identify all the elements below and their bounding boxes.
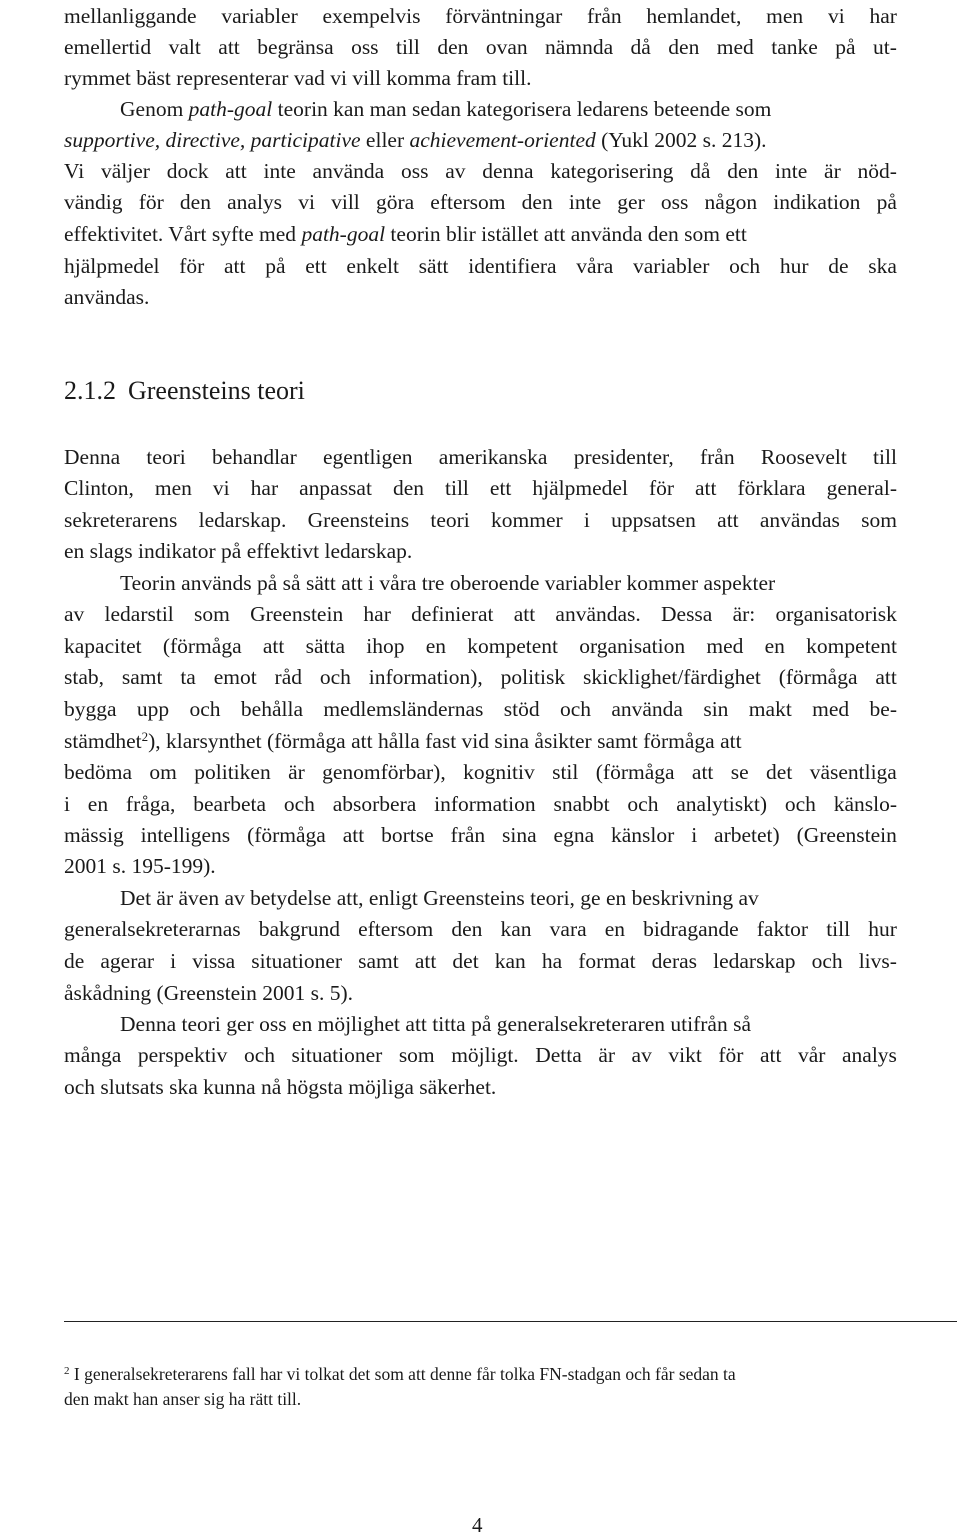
word: att <box>691 760 714 784</box>
text-line <box>64 504 897 536</box>
word: analytiskt) <box>676 792 768 816</box>
word: se <box>730 760 749 784</box>
text: en slags indikator på effektivt ledarskap. <box>64 539 413 563</box>
word: det <box>452 949 479 973</box>
word: sina <box>502 823 537 847</box>
word: och <box>243 1043 275 1067</box>
word: den <box>451 917 483 941</box>
text-line <box>64 441 897 473</box>
word: hjälpmedel <box>532 476 628 500</box>
word: råd <box>274 665 302 689</box>
word: sekreterarens <box>64 508 178 532</box>
word: vissa <box>192 949 236 973</box>
word: (förmåga <box>162 634 242 658</box>
text-line <box>120 1008 751 1040</box>
word: nämnda <box>545 35 614 59</box>
word: till <box>873 445 897 469</box>
word: förklara <box>737 476 806 500</box>
word: oss <box>400 159 429 183</box>
word: (förmåga <box>595 760 675 784</box>
word: på <box>835 35 856 59</box>
word: kognitiv <box>463 760 535 784</box>
word: och <box>189 697 221 721</box>
word: bedöma <box>64 760 133 784</box>
word: en <box>87 792 109 816</box>
text-line <box>64 1039 897 1071</box>
word: genomförbar), <box>322 760 446 784</box>
section-number: 2.1.2 <box>64 376 116 405</box>
word: att <box>759 1043 782 1067</box>
word: politiken <box>194 760 271 784</box>
word: presidenter, <box>573 445 674 469</box>
word: kan <box>500 917 532 941</box>
word: eftersom <box>358 917 434 941</box>
word: livs- <box>858 949 897 973</box>
word: behålla <box>240 697 303 721</box>
footnote-line <box>64 1386 301 1412</box>
word: våra <box>576 254 614 278</box>
word: indikation <box>773 190 861 214</box>
word: det <box>766 760 793 784</box>
text-line <box>64 913 897 945</box>
word: då <box>630 35 651 59</box>
text: Det är även av betydelse att, enligt Greensteins teori, ge en beskrivning av <box>120 886 759 910</box>
word: att <box>218 35 240 59</box>
word: bortse <box>381 823 434 847</box>
word: vara <box>549 917 587 941</box>
word: kan <box>494 949 526 973</box>
text-line <box>120 567 775 599</box>
word: kategorisering <box>550 159 674 183</box>
word: Greenstein <box>250 602 344 626</box>
word: definierat <box>411 602 494 626</box>
word: Roosevelt <box>760 445 847 469</box>
text-line <box>64 598 897 630</box>
word: att <box>224 254 246 278</box>
text-line <box>64 725 742 757</box>
word: egna <box>553 823 595 847</box>
footnote-text: I generalsekreterarens fall har vi tolkat det som att denne får tolka FN-stadgan och får sedan ta <box>69 1364 736 1384</box>
word: kompetent <box>467 634 558 658</box>
word: oss <box>351 35 379 59</box>
text: eller <box>360 128 410 152</box>
word: och <box>784 792 816 816</box>
text: och slutsats ska kunna nå högsta möjliga säkerhet. <box>64 1075 497 1099</box>
word: valt <box>168 35 201 59</box>
text-line <box>64 788 897 820</box>
word: sin <box>703 697 729 721</box>
word: general- <box>826 476 897 500</box>
emphasis: supportive, directive, participative <box>64 128 361 152</box>
word: känslor <box>611 823 675 847</box>
word: den <box>521 190 553 214</box>
text: åskådning (Greenstein 2001 s. 5). <box>64 981 353 1005</box>
text-line <box>64 124 767 156</box>
word: den <box>437 35 469 59</box>
word: göra <box>375 190 415 214</box>
text-line <box>64 756 897 788</box>
word: för <box>718 1043 744 1067</box>
word: förväntningar <box>445 4 563 28</box>
word: av <box>631 1043 652 1067</box>
word: uppsatsen <box>611 508 696 532</box>
word: den <box>179 190 211 214</box>
word: Vi <box>64 159 85 183</box>
word: stil <box>552 760 579 784</box>
word: av <box>64 602 85 626</box>
text-line <box>120 882 759 914</box>
word: för <box>648 476 675 500</box>
text: Genom <box>120 97 189 121</box>
word: att <box>513 602 536 626</box>
word: generalsekreterarnas <box>64 917 241 941</box>
text: Teorin används på så sätt att i våra tre oberoende variabler kommer aspekter <box>120 571 776 595</box>
word: med <box>716 35 754 59</box>
word: väsentliga <box>809 760 897 784</box>
word: är <box>288 760 305 784</box>
word: format <box>578 949 636 973</box>
word: de <box>828 254 849 278</box>
footnote-line <box>64 1361 736 1387</box>
word: vi <box>298 190 315 214</box>
word: använda <box>611 697 683 721</box>
word: som <box>398 1043 435 1067</box>
word: ett <box>305 254 327 278</box>
text-line <box>64 472 897 504</box>
word: bakgrund <box>258 917 340 941</box>
section-title: Greensteins teori <box>128 376 305 405</box>
word: vändig <box>64 190 123 214</box>
word: exempelvis <box>322 4 421 28</box>
word: vikt <box>668 1043 702 1067</box>
word: ha <box>541 949 563 973</box>
word: inte <box>263 159 296 183</box>
word: den <box>668 35 700 59</box>
word: analys <box>841 1043 897 1067</box>
footnote-marker: 2 <box>64 1365 70 1377</box>
word: de <box>64 949 85 973</box>
text-line <box>64 281 149 313</box>
word: ledarstil <box>104 602 174 626</box>
word: analys <box>227 190 283 214</box>
text-line <box>120 93 771 125</box>
word: information), <box>368 665 483 689</box>
word: kompetent <box>806 634 897 658</box>
word: (Greenstein <box>796 823 897 847</box>
word: för <box>138 190 164 214</box>
word: situationer <box>291 1043 383 1067</box>
word: någon <box>704 190 758 214</box>
word: teori <box>146 445 186 469</box>
word: och <box>319 665 351 689</box>
word: en <box>425 634 446 658</box>
word: emellertid <box>64 35 152 59</box>
word: på <box>265 254 286 278</box>
word: ger <box>617 190 645 214</box>
word: deras <box>651 949 698 973</box>
word: ska <box>868 254 897 278</box>
word: att <box>262 634 285 658</box>
word: organisation <box>579 634 686 658</box>
word: inte <box>775 159 808 183</box>
word: använda <box>312 159 385 183</box>
emphasis: achievement-oriented <box>409 128 596 152</box>
page-number: 4 <box>472 1513 483 1537</box>
word: situationer <box>251 949 343 973</box>
word: som <box>861 508 897 532</box>
word: (förmåga <box>778 665 858 689</box>
word: vill <box>331 190 360 214</box>
word: ut- <box>872 35 897 59</box>
word: teori <box>430 508 470 532</box>
word: men <box>766 4 804 28</box>
word: att <box>875 665 897 689</box>
word: att <box>225 159 247 183</box>
word: att <box>342 823 365 847</box>
word: från <box>587 4 622 28</box>
word: intelligens <box>140 823 231 847</box>
word: stöd <box>503 697 540 721</box>
word: att <box>717 508 739 532</box>
text: teorin blir istället att använda den som ett <box>385 222 747 246</box>
word: vi <box>827 4 845 28</box>
word: perspektiv <box>137 1043 228 1067</box>
word: av <box>445 159 466 183</box>
word: variabler <box>221 4 298 28</box>
word: i <box>64 792 70 816</box>
text-line <box>64 1071 496 1103</box>
text: effektivitet. Vårt syfte med <box>64 222 302 246</box>
word: användas. <box>555 602 641 626</box>
word: är: <box>732 602 756 626</box>
word: absorbera <box>332 792 417 816</box>
word: har <box>869 4 897 28</box>
word: variabler <box>632 254 710 278</box>
word: ledarskap <box>713 949 796 973</box>
word: ett <box>489 476 512 500</box>
footnote-separator <box>64 1321 957 1322</box>
text-line <box>64 977 353 1009</box>
word: ovan <box>485 35 528 59</box>
word: i <box>691 823 698 847</box>
word: arbetet) <box>714 823 780 847</box>
emphasis: path-goal <box>188 97 273 121</box>
emphasis: path-goal <box>301 222 386 246</box>
word: eftersom <box>430 190 506 214</box>
text: användas. <box>64 285 150 309</box>
word: be- <box>869 697 897 721</box>
word: medlemsländernas <box>323 697 484 721</box>
text-line <box>64 630 897 662</box>
text-line <box>64 218 747 250</box>
word: bearbeta <box>193 792 267 816</box>
text: Denna teori ger oss en möjlighet att titta på generalsekreteraren utifrån så <box>120 1012 752 1036</box>
word: Dessa <box>661 602 713 626</box>
word: agerar <box>100 949 155 973</box>
word: då <box>690 159 711 183</box>
word: egentligen <box>323 445 413 469</box>
word: nöd- <box>857 159 897 183</box>
text-line <box>64 186 897 218</box>
word: stab, <box>64 665 105 689</box>
text-line <box>64 850 216 882</box>
footnote-text: den makt han anser sig ha rätt till. <box>64 1389 302 1409</box>
word: upp <box>136 697 170 721</box>
text-line <box>64 62 531 94</box>
word: faktor <box>756 917 809 941</box>
word: denna <box>482 159 534 183</box>
word: från <box>450 823 486 847</box>
word: samt <box>358 949 399 973</box>
word: har <box>363 602 391 626</box>
word: vi <box>212 476 230 500</box>
word: sätt <box>418 254 449 278</box>
word: för <box>179 254 205 278</box>
word: oss <box>660 190 689 214</box>
word: enkelt <box>346 254 399 278</box>
text-line <box>64 535 412 567</box>
word: ledarskap. <box>198 508 287 532</box>
text: stämdhet <box>64 729 142 753</box>
text-line <box>64 661 897 693</box>
word: Greensteins <box>307 508 410 532</box>
word: väljer <box>100 159 150 183</box>
word: dock <box>166 159 209 183</box>
word: emot <box>213 665 257 689</box>
word: en <box>604 917 626 941</box>
word: mässig <box>64 823 124 847</box>
text-line <box>64 250 897 282</box>
word: skicklighet/färdighet <box>582 665 761 689</box>
text-line <box>64 693 897 725</box>
word: är <box>824 159 841 183</box>
word: mellanliggande <box>64 4 197 28</box>
word: politisk <box>500 665 566 689</box>
word: bidragande <box>643 917 739 941</box>
word: tanke <box>771 35 818 59</box>
word: behandlar <box>212 445 297 469</box>
text-line <box>64 0 897 32</box>
word: till <box>445 476 469 500</box>
word: makt <box>748 697 792 721</box>
word: samt <box>121 665 163 689</box>
word: med <box>706 634 744 658</box>
word: från <box>699 445 735 469</box>
word: hur <box>779 254 809 278</box>
word: fråga, <box>125 792 176 816</box>
word: amerikanska <box>438 445 548 469</box>
word: inte <box>568 190 602 214</box>
word: bygga <box>64 697 117 721</box>
text: teorin kan man sedan kategorisera ledarens beteende som <box>272 97 772 121</box>
text: rymmet bäst representerar vad vi vill komma fram till. <box>64 66 532 90</box>
word: att <box>695 476 717 500</box>
word: men <box>154 476 192 500</box>
word: möjligt. <box>451 1043 519 1067</box>
word: Denna <box>64 445 121 469</box>
word: till <box>826 917 851 941</box>
word: och <box>627 792 659 816</box>
word: den <box>392 476 424 500</box>
text: (Yukl 2002 s. 213). <box>595 128 767 152</box>
word: användas <box>759 508 840 532</box>
word: en <box>764 634 785 658</box>
word: Detta <box>535 1043 582 1067</box>
word: många <box>64 1043 122 1067</box>
word: om <box>149 760 177 784</box>
word: att <box>414 949 437 973</box>
word: ta <box>180 665 196 689</box>
text-line <box>64 31 897 63</box>
word: och <box>811 949 843 973</box>
word: till <box>395 35 420 59</box>
word: ihop <box>366 634 405 658</box>
word: kommer <box>491 508 563 532</box>
word: sätta <box>305 634 345 658</box>
word: (förmåga <box>247 823 326 847</box>
word: information <box>434 792 536 816</box>
word: på <box>876 190 897 214</box>
word: hemlandet, <box>646 4 742 28</box>
text: ), klarsynthet (förmåga att hålla fast vid sina åsikter samt förmåga att <box>148 729 742 753</box>
word: i <box>170 949 177 973</box>
word: Clinton, <box>64 476 134 500</box>
word: som <box>194 602 230 626</box>
section-heading <box>64 373 305 409</box>
text: 2001 s. 195-199). <box>64 854 216 878</box>
word: och <box>559 697 591 721</box>
word: kapacitet <box>64 634 142 658</box>
word: hjälpmedel <box>64 254 160 278</box>
footnote-reference[interactable]: 2 <box>141 729 149 744</box>
word: i <box>583 508 590 532</box>
text-line <box>64 155 897 187</box>
word: är <box>598 1043 616 1067</box>
word: och <box>729 254 761 278</box>
text-line <box>64 819 897 851</box>
word: och <box>283 792 315 816</box>
text-line <box>64 945 897 977</box>
word: organisatorisk <box>775 602 897 626</box>
word: med <box>812 697 850 721</box>
word: anpassat <box>299 476 372 500</box>
word: känslo- <box>833 792 897 816</box>
word: snabbt <box>553 792 610 816</box>
word: har <box>250 476 279 500</box>
word: den <box>727 159 759 183</box>
word: begränsa <box>257 35 334 59</box>
word: hur <box>868 917 897 941</box>
word: identifiera <box>468 254 557 278</box>
word: vår <box>798 1043 826 1067</box>
